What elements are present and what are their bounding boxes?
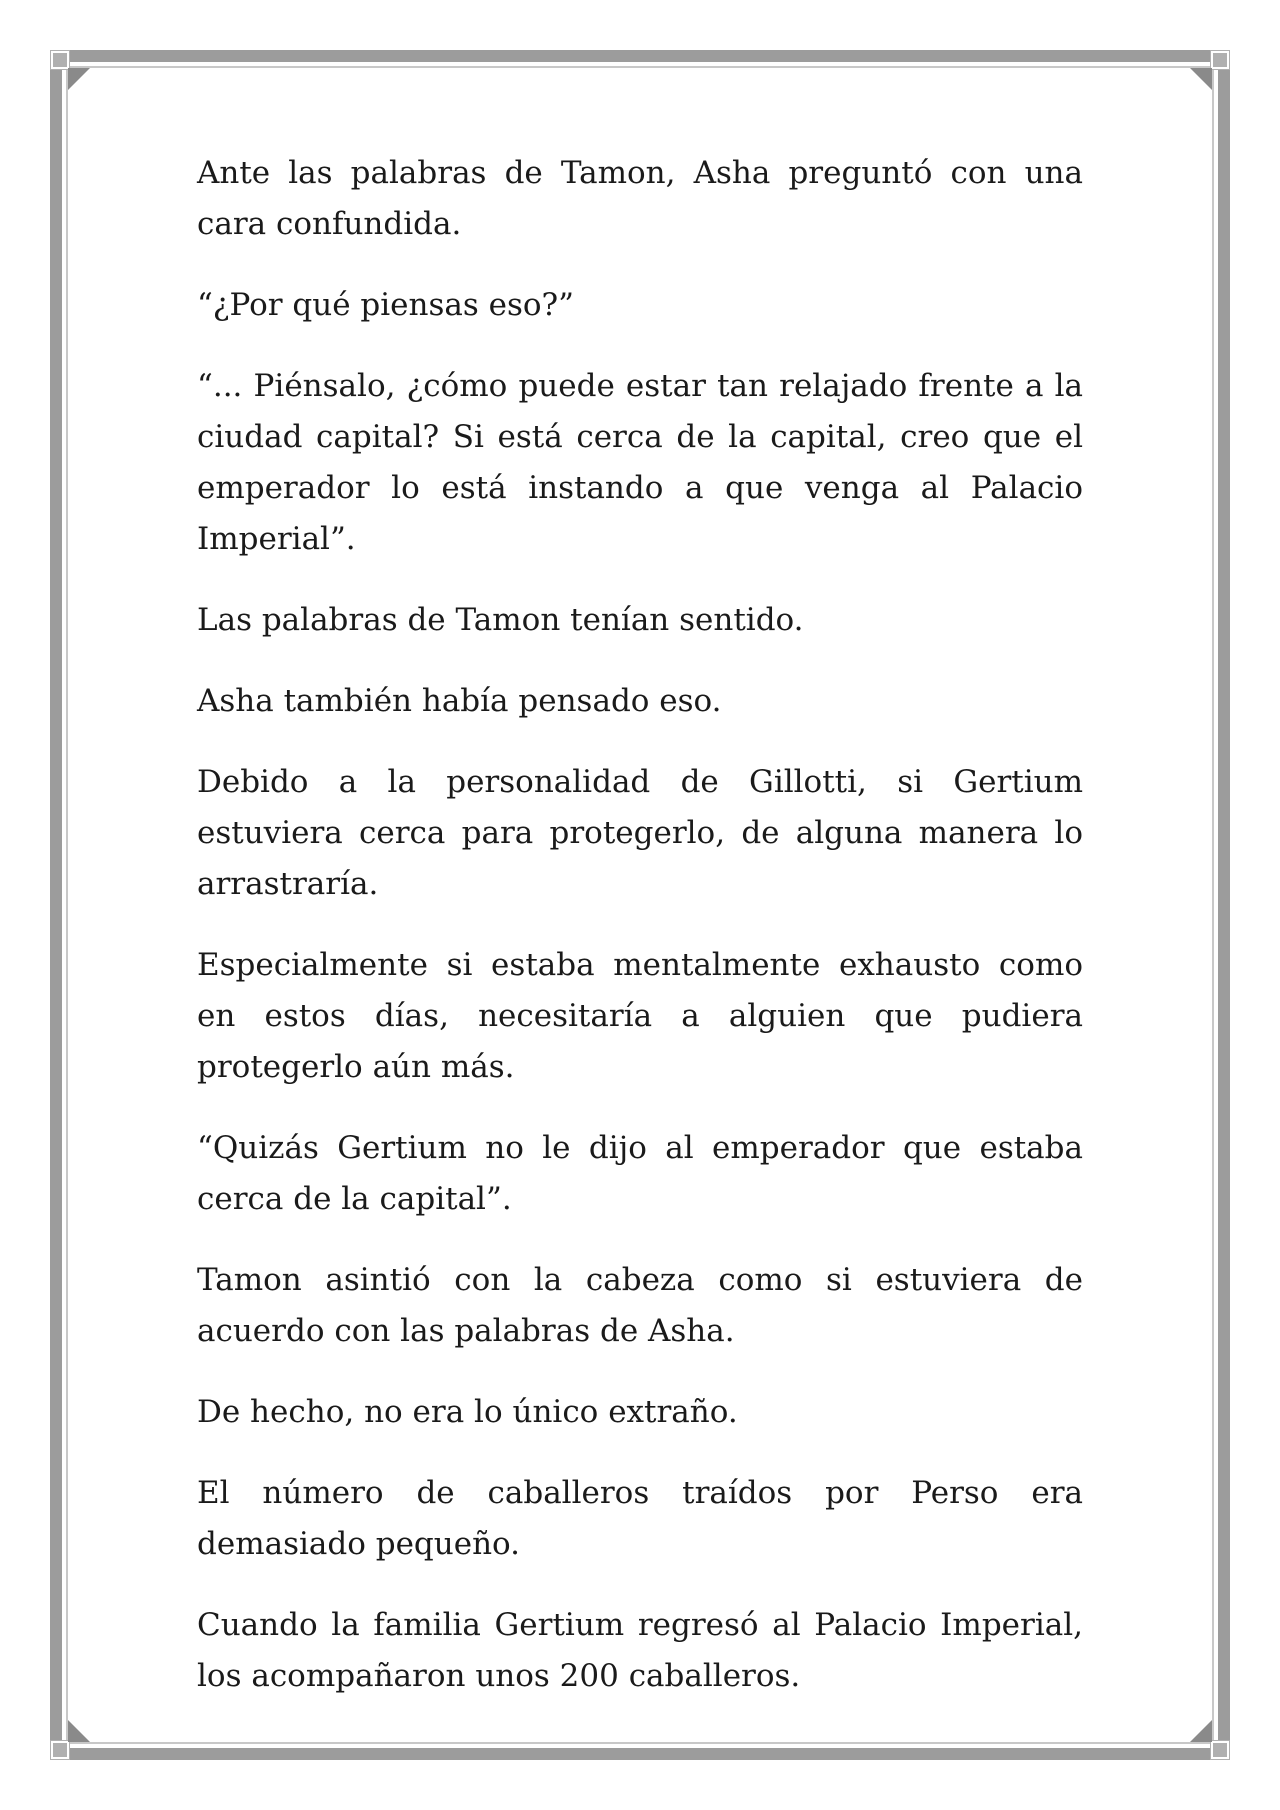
paragraph: Asha también había pensado eso.: [197, 683, 722, 719]
paragraph: De hecho, no era lo único extraño.: [197, 1394, 738, 1430]
paragraph: “Quizás Gertium no le dijo al emperador que estaba cerca de la capital”.: [197, 1130, 1083, 1217]
corner-ornament-top-left: [51, 51, 69, 69]
corner-ornament-bottom-right: [1211, 1741, 1229, 1759]
corner-ornament-bottom-left: [51, 1741, 69, 1759]
paragraph: Tamon asintió con la cabeza como si estuviera de acuerdo con las palabras de Asha.: [197, 1262, 1083, 1349]
paragraph: “¿Por qué piensas eso?”: [197, 287, 575, 323]
corner-triangle-top-right: [1190, 68, 1212, 90]
corner-triangle-top-left: [68, 68, 90, 90]
paragraph: El número de caballeros traídos por Perso era demasiado pequeño.: [197, 1475, 1083, 1562]
paragraph: Las palabras de Tamon tenían sentido.: [197, 602, 804, 638]
paragraph: Ante las palabras de Tamon, Asha preguntó con una cara confundida.: [197, 155, 1083, 242]
corner-triangle-bottom-left: [68, 1720, 90, 1742]
document-body: [197, 148, 1083, 1732]
paragraph: Cuando la familia Gertium regresó al Palacio Imperial, los acompañaron unos 200 caballeros.: [197, 1607, 1083, 1694]
corner-ornament-top-right: [1211, 51, 1229, 69]
paragraph: “... Piénsalo, ¿cómo puede estar tan relajado frente a la ciudad capital? Si está cerca de la capital, creo que el emperador lo está instando a que venga al Palacio Imperial”.: [197, 368, 1083, 557]
corner-triangle-bottom-right: [1190, 1720, 1212, 1742]
paragraph: Especialmente si estaba mentalmente exhausto como en estos días, necesitaría a alguien que pudiera protegerlo aún más.: [197, 947, 1083, 1085]
paragraph: Debido a la personalidad de Gillotti, si Gertium estuviera cerca para protegerlo, de alguna manera lo arrastraría.: [197, 764, 1083, 902]
